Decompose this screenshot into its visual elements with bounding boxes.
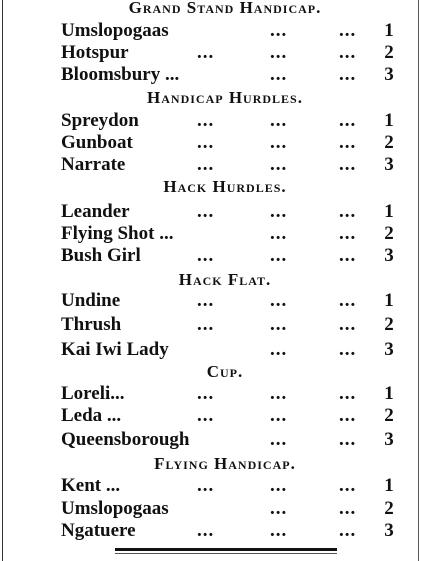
- leader-dots: ...: [197, 520, 215, 541]
- result-row: [0, 475, 418, 497]
- result-row: [0, 383, 418, 405]
- leader-dots: ...: [270, 132, 288, 153]
- leader-dots: ...: [339, 475, 357, 496]
- placing: 2: [384, 314, 394, 335]
- leader-dots: ...: [270, 154, 288, 175]
- horse-name: Gunboat: [61, 132, 133, 153]
- leader-dots: ...: [270, 314, 288, 335]
- placing: 2: [384, 405, 394, 426]
- leader-dots: ...: [339, 520, 357, 541]
- leader-dots: ...: [339, 498, 357, 519]
- race-heading: Handicap Hurdles.: [147, 88, 303, 107]
- leader-dots: ...: [339, 383, 357, 404]
- horse-name: Leda ...: [61, 405, 122, 426]
- leader-dots: ...: [339, 154, 357, 175]
- leader-dots: ...: [197, 475, 215, 496]
- horse-name: Umslopogaas: [61, 20, 169, 41]
- leader-dots: ...: [270, 223, 288, 244]
- leader-dots: ...: [339, 64, 357, 85]
- leader-dots: ...: [197, 201, 215, 222]
- leader-dots: ...: [270, 64, 288, 85]
- horse-name: Kent ...: [61, 475, 121, 496]
- placing: 1: [384, 290, 394, 311]
- horse-name: Bloomsbury ...: [61, 64, 180, 85]
- placing: 3: [384, 429, 394, 450]
- leader-dots: ...: [197, 42, 215, 63]
- leader-dots: ...: [197, 290, 215, 311]
- leader-dots: ...: [270, 429, 288, 450]
- result-row: [0, 498, 418, 520]
- placing: 3: [384, 520, 394, 541]
- leader-dots: ...: [339, 314, 357, 335]
- result-row: [0, 154, 418, 176]
- placing: 3: [384, 339, 394, 360]
- closing-rule: [115, 548, 337, 551]
- horse-name: Ngatuere: [61, 520, 136, 541]
- result-row: [0, 429, 418, 451]
- result-row: [0, 42, 418, 64]
- result-row: [0, 110, 418, 132]
- result-row: [0, 339, 418, 361]
- horse-name: Queensborough: [61, 429, 190, 450]
- leader-dots: ...: [270, 475, 288, 496]
- leader-dots: ...: [339, 290, 357, 311]
- leader-dots: ...: [270, 339, 288, 360]
- result-row: [0, 290, 418, 312]
- horse-name: Bush Girl: [61, 245, 141, 266]
- leader-dots: ...: [197, 132, 215, 153]
- closing-rule-thin: [115, 553, 337, 554]
- leader-dots: ...: [339, 42, 357, 63]
- placing: 1: [384, 383, 394, 404]
- horse-name: Kai Iwi Lady: [61, 339, 169, 360]
- horse-name: Flying Shot ...: [61, 223, 174, 244]
- placing: 3: [384, 64, 394, 85]
- leader-dots: ...: [270, 405, 288, 426]
- leader-dots: ...: [339, 201, 357, 222]
- leader-dots: ...: [270, 290, 288, 311]
- horse-name: Leander: [61, 201, 130, 222]
- leader-dots: ...: [270, 520, 288, 541]
- horse-name: Narrate: [61, 154, 126, 175]
- leader-dots: ...: [339, 339, 357, 360]
- race-heading: Hack Hurdles.: [163, 177, 287, 196]
- leader-dots: ...: [339, 405, 357, 426]
- leader-dots: ...: [270, 383, 288, 404]
- result-row: [0, 245, 418, 267]
- leader-dots: ...: [339, 20, 357, 41]
- placing: 3: [384, 154, 394, 175]
- placing: 1: [384, 201, 394, 222]
- placing: 2: [384, 132, 394, 153]
- race-heading: Hack Flat.: [178, 270, 272, 289]
- result-row: [0, 20, 418, 42]
- leader-dots: ...: [197, 314, 215, 335]
- race-heading: Grand Stand Handicap.: [128, 0, 322, 17]
- leader-dots: ...: [339, 245, 357, 266]
- result-row: [0, 223, 418, 245]
- result-row: [0, 64, 418, 86]
- leader-dots: ...: [197, 245, 215, 266]
- placing: 1: [384, 20, 394, 41]
- placing: 3: [384, 245, 394, 266]
- horse-name: Umslopogaas: [61, 498, 169, 519]
- horse-name: Loreli...: [61, 383, 125, 404]
- leader-dots: ...: [270, 245, 288, 266]
- placing: 2: [384, 42, 394, 63]
- leader-dots: ...: [270, 110, 288, 131]
- result-row: [0, 405, 418, 427]
- result-row: [0, 520, 418, 542]
- leader-dots: ...: [339, 132, 357, 153]
- leader-dots: ...: [197, 110, 215, 131]
- leader-dots: ...: [339, 223, 357, 244]
- result-row: [0, 201, 418, 223]
- placing: 2: [384, 223, 394, 244]
- horse-name: Spreydon: [61, 110, 139, 131]
- leader-dots: ...: [270, 201, 288, 222]
- result-row: [0, 314, 418, 336]
- horse-name: Thrush: [61, 314, 122, 335]
- result-row: [0, 132, 418, 154]
- race-heading: Cup.: [206, 362, 244, 381]
- leader-dots: ...: [270, 42, 288, 63]
- placing: 1: [384, 475, 394, 496]
- leader-dots: ...: [339, 110, 357, 131]
- horse-name: Hotspur: [61, 42, 129, 63]
- leader-dots: ...: [197, 383, 215, 404]
- placing: 1: [384, 110, 394, 131]
- leader-dots: ...: [270, 20, 288, 41]
- race-heading: Flying Handicap.: [154, 454, 296, 473]
- leader-dots: ...: [339, 429, 357, 450]
- leader-dots: ...: [197, 405, 215, 426]
- horse-name: Undine: [61, 290, 121, 311]
- leader-dots: ...: [270, 498, 288, 519]
- placing: 2: [384, 498, 394, 519]
- leader-dots: ...: [197, 154, 215, 175]
